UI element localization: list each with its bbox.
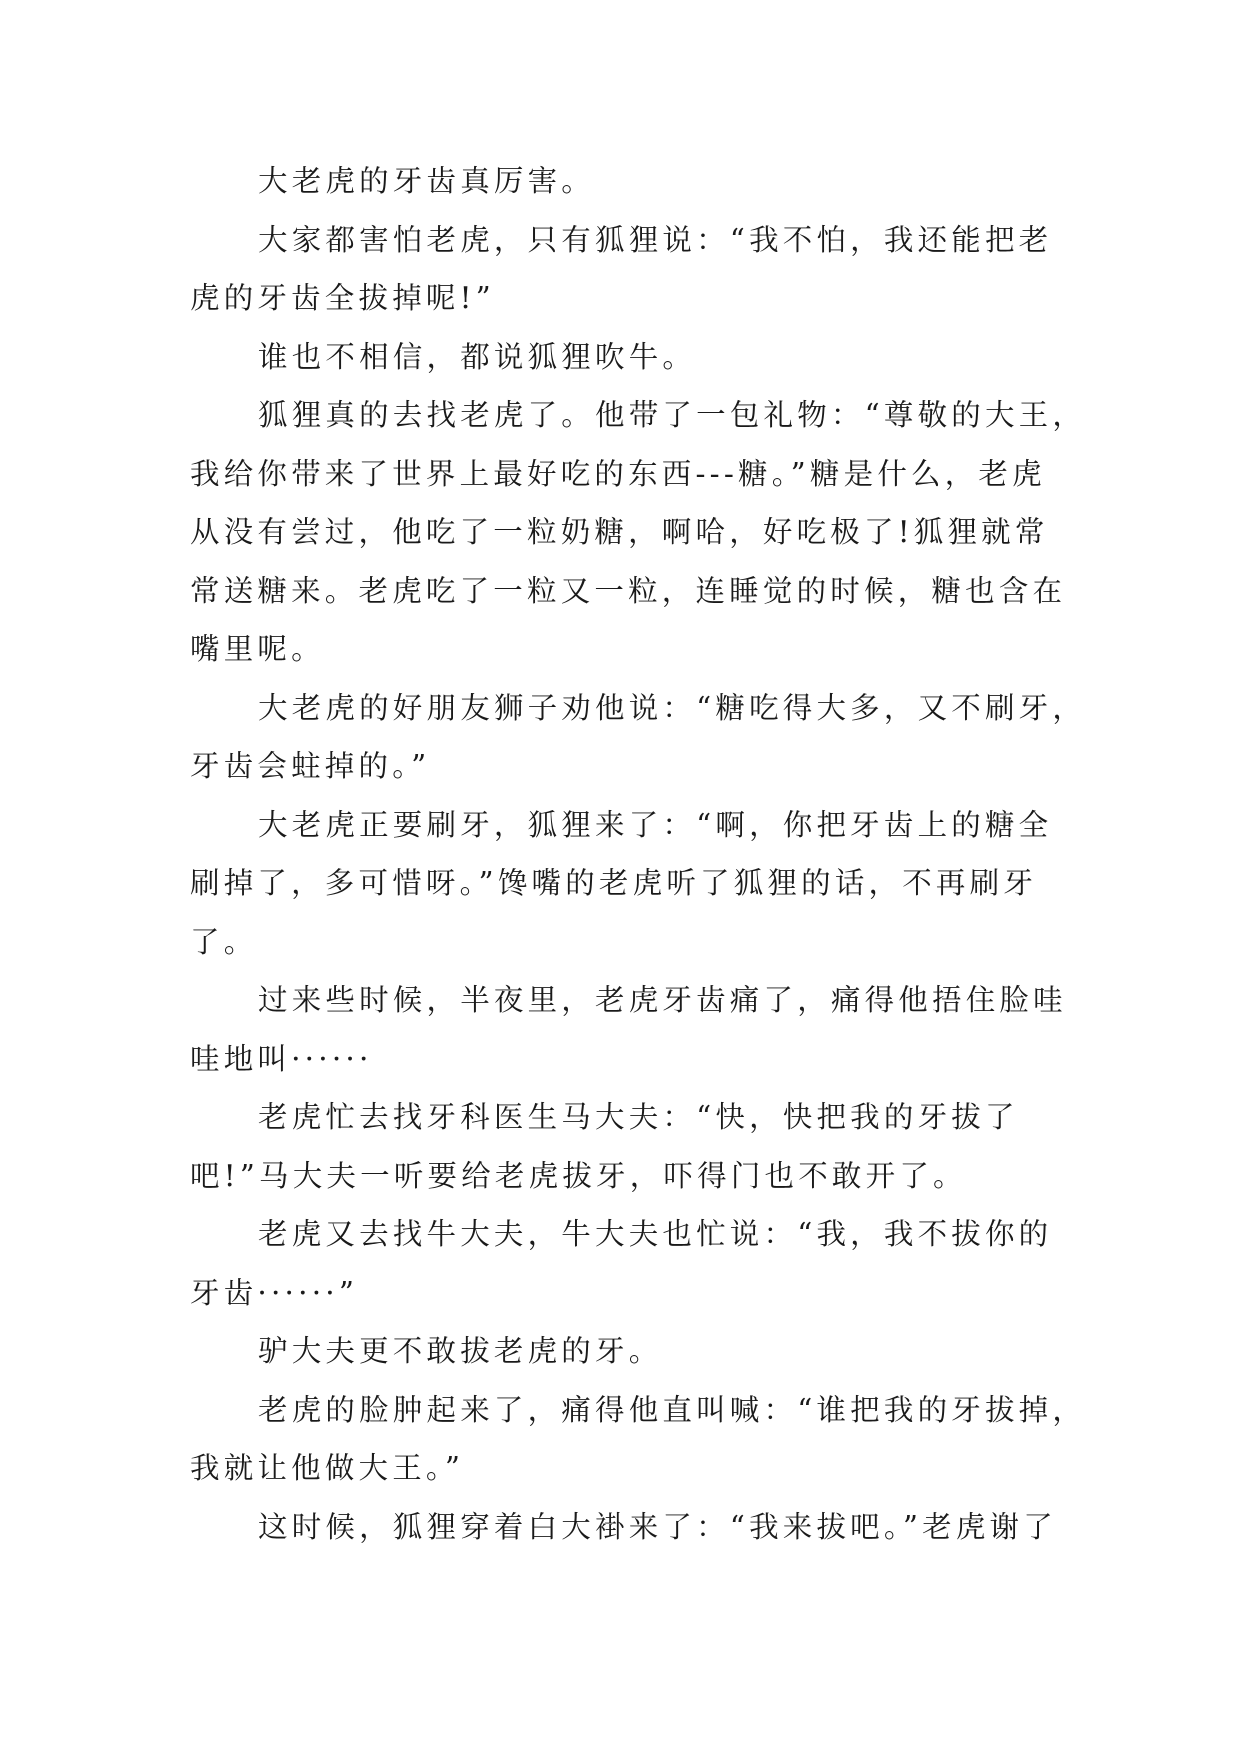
text-line: 驴大夫更不敢拔老虎的牙。 [258,1334,663,1368]
text-line: 我就让他做大王。” [190,1451,465,1485]
story-text [190,152,1087,1556]
text-line: 从没有尝过，他吃了一粒奶糖，啊哈，好吃极了!狐狸就常 [190,515,1049,549]
text-line: 老虎的脸肿起来了，痛得他直叫喊：“谁把我的牙拔掉， [258,1392,1087,1427]
text-line: 狐狸真的去找老虎了。他带了一包礼物：“尊敬的大王， [258,398,1087,432]
text-line: 大老虎正要刷牙，狐狸来了：“啊，你把牙齿上的糖全 [258,807,1053,842]
text-line: 刷掉了，多可惜呀。”馋嘴的老虎听了狐狸的话，不再刷牙 [190,866,1038,900]
text-line: 嘴里呢。 [190,632,325,666]
text-line: 牙齿······” [190,1275,359,1310]
text-line: 哇地叫······ [190,1041,373,1076]
text-line: 牙齿会蛀掉的。” [190,749,431,783]
text-line: 虎的牙齿全拔掉呢!” [190,281,495,315]
text-line: 过来些时候，半夜里，老虎牙齿痛了，痛得他捂住脸哇 [258,983,1067,1017]
text-line: 老虎又去找牛大夫，牛大夫也忙说：“我，我不拔你的 [258,1217,1053,1251]
text-line: 这时候，狐狸穿着白大褂来了：“我来拔吧。”老虎谢了 [258,1509,1057,1544]
text-line: 谁也不相信，都说狐狸吹牛。 [258,339,697,374]
text-line: 常送糖来。老虎吃了一粒又一粒，连睡觉的时候，糖也含在 [190,573,1067,608]
text-line: 大老虎的牙齿真厉害。 [258,164,596,198]
text-line: 大家都害怕老虎，只有狐狸说：“我不怕，我还能把老 [258,222,1053,257]
text-line: 吧!”马大夫一听要给老虎拔牙，吓得门也不敢开了。 [190,1158,967,1193]
text-line: 大老虎的好朋友狮子劝他说：“糖吃得大多，又不刷牙， [258,690,1087,725]
text-line: 老虎忙去找牙科医生马大夫：“快，快把我的牙拔了 [258,1100,1019,1134]
text-line: 我给你带来了世界上最好吃的东西---糖。”糖是什么，老虎 [190,456,1046,491]
text-line: 了。 [190,924,258,959]
